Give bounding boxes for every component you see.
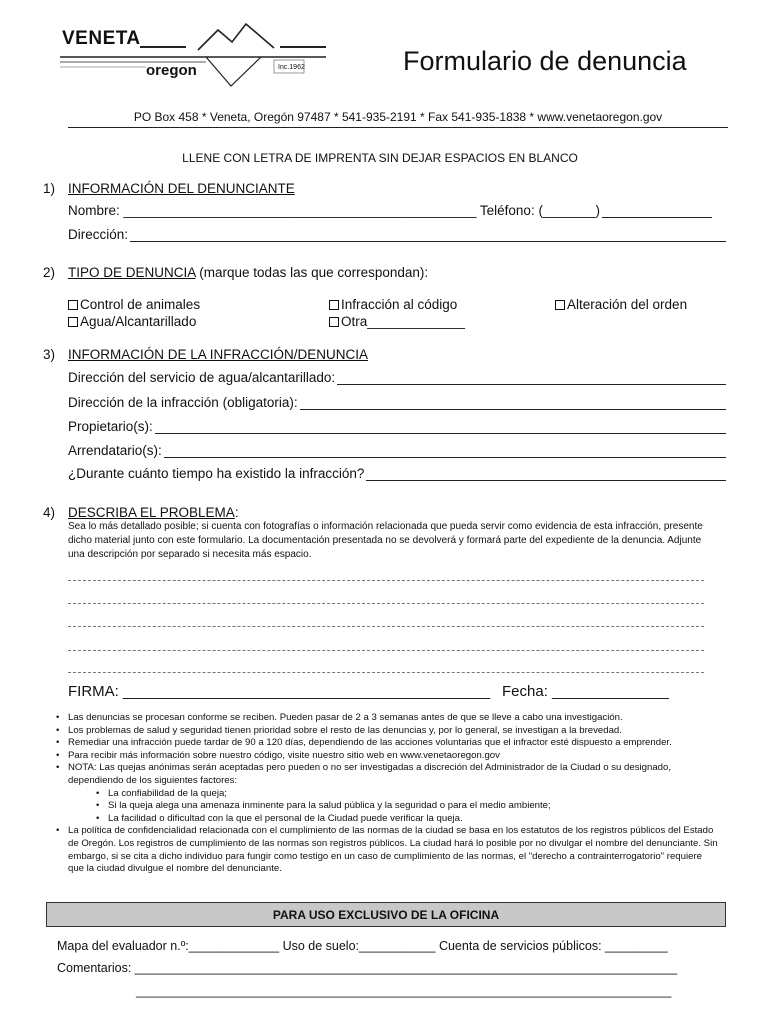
phone-field[interactable] [602, 206, 712, 218]
water-address-field[interactable] [337, 373, 726, 385]
subnote-item: • La facilidad o dificultad con la que el personal de la Ciudad puede verificar la queja. [96, 813, 720, 826]
note-anonymous-text: NOTA: Las quejas anónimas serán aceptadas pero pueden o no ser investigadas a discreción del Administrador de la Ciudad o su designado, dependiendo de los siguientes factores: [68, 762, 672, 786]
office-use-header: PARA USO EXCLUSIVO DE LA OFICINA [46, 902, 726, 927]
section-4-number: 4) [43, 505, 56, 520]
logo-incorporated: Inc.1962 [278, 64, 305, 71]
duration-field[interactable] [366, 469, 726, 481]
note-item: • Para recibir más información sobre nuestro código, visite nuestro sitio web en www.venetaoregon.gov [56, 750, 720, 763]
section-4-title [68, 505, 239, 520]
note-item: • La política de confidencialidad relacionada con el cumplimiento de las normas de la ciudad se basa en los estatutos de los registros públicos del Estado de Oregón. Los registros de cumplimiento de las normas son registros públicos. La ciudad hará lo posible por no divulgar el nombre del denunciante. Sin embargo, si se cita a dicho individuo para fungir como testigo en un caso de cumplimiento de las normas, el "derecho a contrainterrogatorio" requiere que la ciudad divulgue el nombre del denunciante. [56, 825, 720, 875]
description-line-3[interactable] [68, 626, 704, 627]
tenant-label: Arrendatario(s): [68, 443, 162, 458]
section-2-number: 2) [43, 265, 56, 280]
duration-label: ¿Durante cuánto tiempo ha existido la infracción? [68, 466, 365, 481]
checkbox-icon [329, 317, 339, 327]
water-address-row [68, 370, 726, 385]
note-item: • Los problemas de salud y seguridad tienen prioridad sobre el resto de las denuncias y, por lo general, se investigan a la brevedad. [56, 725, 720, 738]
note-item: • Las denuncias se procesan conforme se reciben. Pueden pasar de 2 a 3 semanas antes de que se lleve a cabo una investigación. [56, 712, 720, 725]
section-1-title: INFORMACIÓN DEL DENUNCIANTE [68, 181, 295, 196]
section-3-title: INFORMACIÓN DE LA INFRACCIÓN/DENUNCIA [68, 347, 369, 362]
description-line-4[interactable] [68, 650, 704, 651]
address-field[interactable] [130, 230, 726, 242]
tenant-field[interactable] [164, 446, 726, 458]
date-field[interactable]: Fecha: ______________ [502, 683, 669, 700]
checkbox-icon [555, 300, 565, 310]
notes-list [56, 712, 720, 876]
violation-address-row [68, 395, 726, 410]
instructions: LLENE CON LETRA DE IMPRENTA SIN DEJAR ESPACIOS EN BLANCO [182, 151, 578, 165]
subnote-item: • La confiabilidad de la queja; [96, 788, 720, 801]
section-3-number: 3) [43, 347, 56, 362]
city-logo [56, 18, 332, 92]
description-line-2[interactable] [68, 603, 704, 604]
owner-row [68, 419, 726, 434]
subnote-item: • Si la queja alega una amenaza inminente para la salud pública y la seguridad o para el medio ambiente; [96, 800, 720, 813]
owner-field[interactable] [155, 422, 726, 434]
name-phone-label: Nombre: _______________________________________________ Teléfono: (_______) [68, 203, 600, 218]
violation-address-label: Dirección de la infracción (obligatoria): [68, 395, 298, 410]
note-item: • Remediar una infracción puede tardar de 90 a 120 días, dependiendo de las acciones voluntarias que el infractor esté dispuesto a emprender. [56, 737, 720, 750]
comments-field[interactable]: Comentarios: ______________________________________________________________________________ [57, 961, 678, 975]
section-2-title [68, 265, 428, 280]
office-fields-row[interactable]: Mapa del evaluador n.º:_____________ Uso de suelo:___________ Cuenta de servicios públicos: _________ [57, 939, 668, 953]
water-address-label: Dirección del servicio de agua/alcantarillado: [68, 370, 336, 385]
checkbox-water-sewer[interactable] [68, 314, 196, 329]
contact-line: PO Box 458 * Veneta, Oregón 97487 * 541-935-2191 * Fax 541-935-1838 * www.venetaoregon.gov [68, 110, 728, 128]
option-label: Infracción al código [341, 297, 458, 312]
tenant-row [68, 443, 726, 458]
section-2-title-text: TIPO DE DENUNCIA [68, 265, 196, 280]
form-title: Formulario de denuncia [403, 46, 687, 76]
problem-help-text: Sea lo más detallado posible; si cuenta con fotografías o información relacionada que pueda servir como evidencia de esta infracción, presente dicho material junto con este formulario. La documentación presentada no se devolverá y formará parte del expediente de la denuncia. Adjunte una descripción por separado si necesita más espacio. [68, 521, 703, 560]
description-line-5[interactable] [68, 672, 704, 673]
option-label: Agua/Alcantarillado [80, 314, 197, 329]
name-phone-row [68, 203, 726, 218]
logo-state: oregon [146, 62, 197, 79]
option-label: Otra_____________ [341, 314, 465, 329]
description-line-1[interactable] [68, 580, 704, 581]
section-2-subtitle: (marque todas las que correspondan): [195, 265, 429, 280]
checkbox-disturbance[interactable] [555, 297, 687, 312]
option-label: Control de animales [80, 297, 201, 312]
checkbox-icon [68, 317, 78, 327]
violation-address-field[interactable] [300, 398, 726, 410]
address-label: Dirección: [68, 227, 129, 242]
signature-field[interactable]: FIRMA: ____________________________________________ [68, 683, 491, 700]
section-4-title-text: DESCRIBA EL PROBLEMA [68, 505, 235, 520]
comments-extra-line[interactable]: _____________________________________________________________________________ [136, 984, 672, 998]
checkbox-icon [329, 300, 339, 310]
section-4-colon: : [234, 505, 239, 520]
checkbox-other[interactable] [329, 314, 465, 329]
owner-label: Propietario(s): [68, 419, 153, 434]
option-label: Alteración del orden [567, 297, 688, 312]
address-row [68, 227, 726, 242]
section-1-number: 1) [43, 181, 56, 196]
logo-wordmark: VENETA [62, 28, 141, 49]
checkbox-icon [68, 300, 78, 310]
note-item [56, 762, 720, 825]
duration-row [68, 466, 726, 481]
checkbox-animal-control[interactable] [68, 297, 200, 312]
checkbox-code-violation[interactable] [329, 297, 457, 312]
